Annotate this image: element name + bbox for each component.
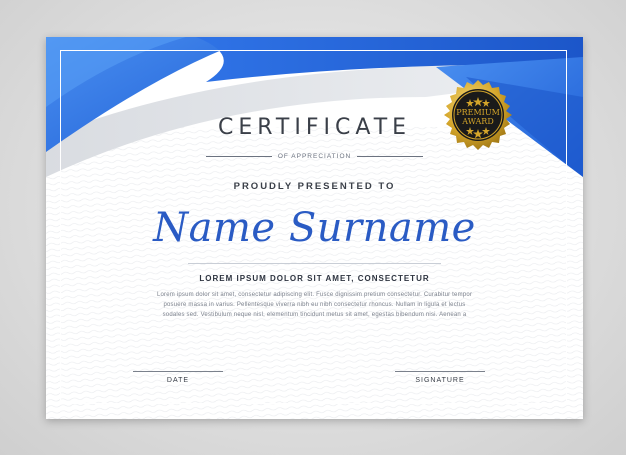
premium-award-badge [442,79,514,151]
badge-line1: PREMIUM [456,108,500,117]
description-body [132,290,497,320]
signature-label: SIGNATURE [415,377,465,384]
subtitle-row [206,150,423,162]
badge-line2: AWARD [462,117,494,126]
description-heading: LOREM IPSUM DOLOR SIT AMET, CONSECTETUR [199,274,430,283]
certificate-card [46,37,583,419]
certificate-title: CERTIFICATE [217,115,412,140]
presented-to-label: PROUDLY PRESENTED TO [233,181,396,192]
recipient-name: Name Surname [153,205,476,251]
description-line: Lorem ipsum dolor sit amet, consectetur adipiscing elit. Fusce dignissim pretium consectetur. Curabitur tempor [156,292,473,298]
certificate-subtitle: OF APPRECIATION [277,152,352,160]
date-label: DATE [166,377,190,384]
name-underline [188,263,441,264]
description-line: sodales sed. Vestibulum neque nisl, elementum tincidunt metus sit amet, egestas bibendum nisi. Aenean a [162,312,467,318]
subtitle-divider-right [357,156,423,157]
date-line [133,371,223,372]
description-line: posuere massa in varius. Pellentesque viverra nibh eu nibh consectetur rhoncus. Nullam in ligula et lectus [163,302,466,308]
subtitle-divider-left [206,156,272,157]
signature-line [395,371,485,372]
